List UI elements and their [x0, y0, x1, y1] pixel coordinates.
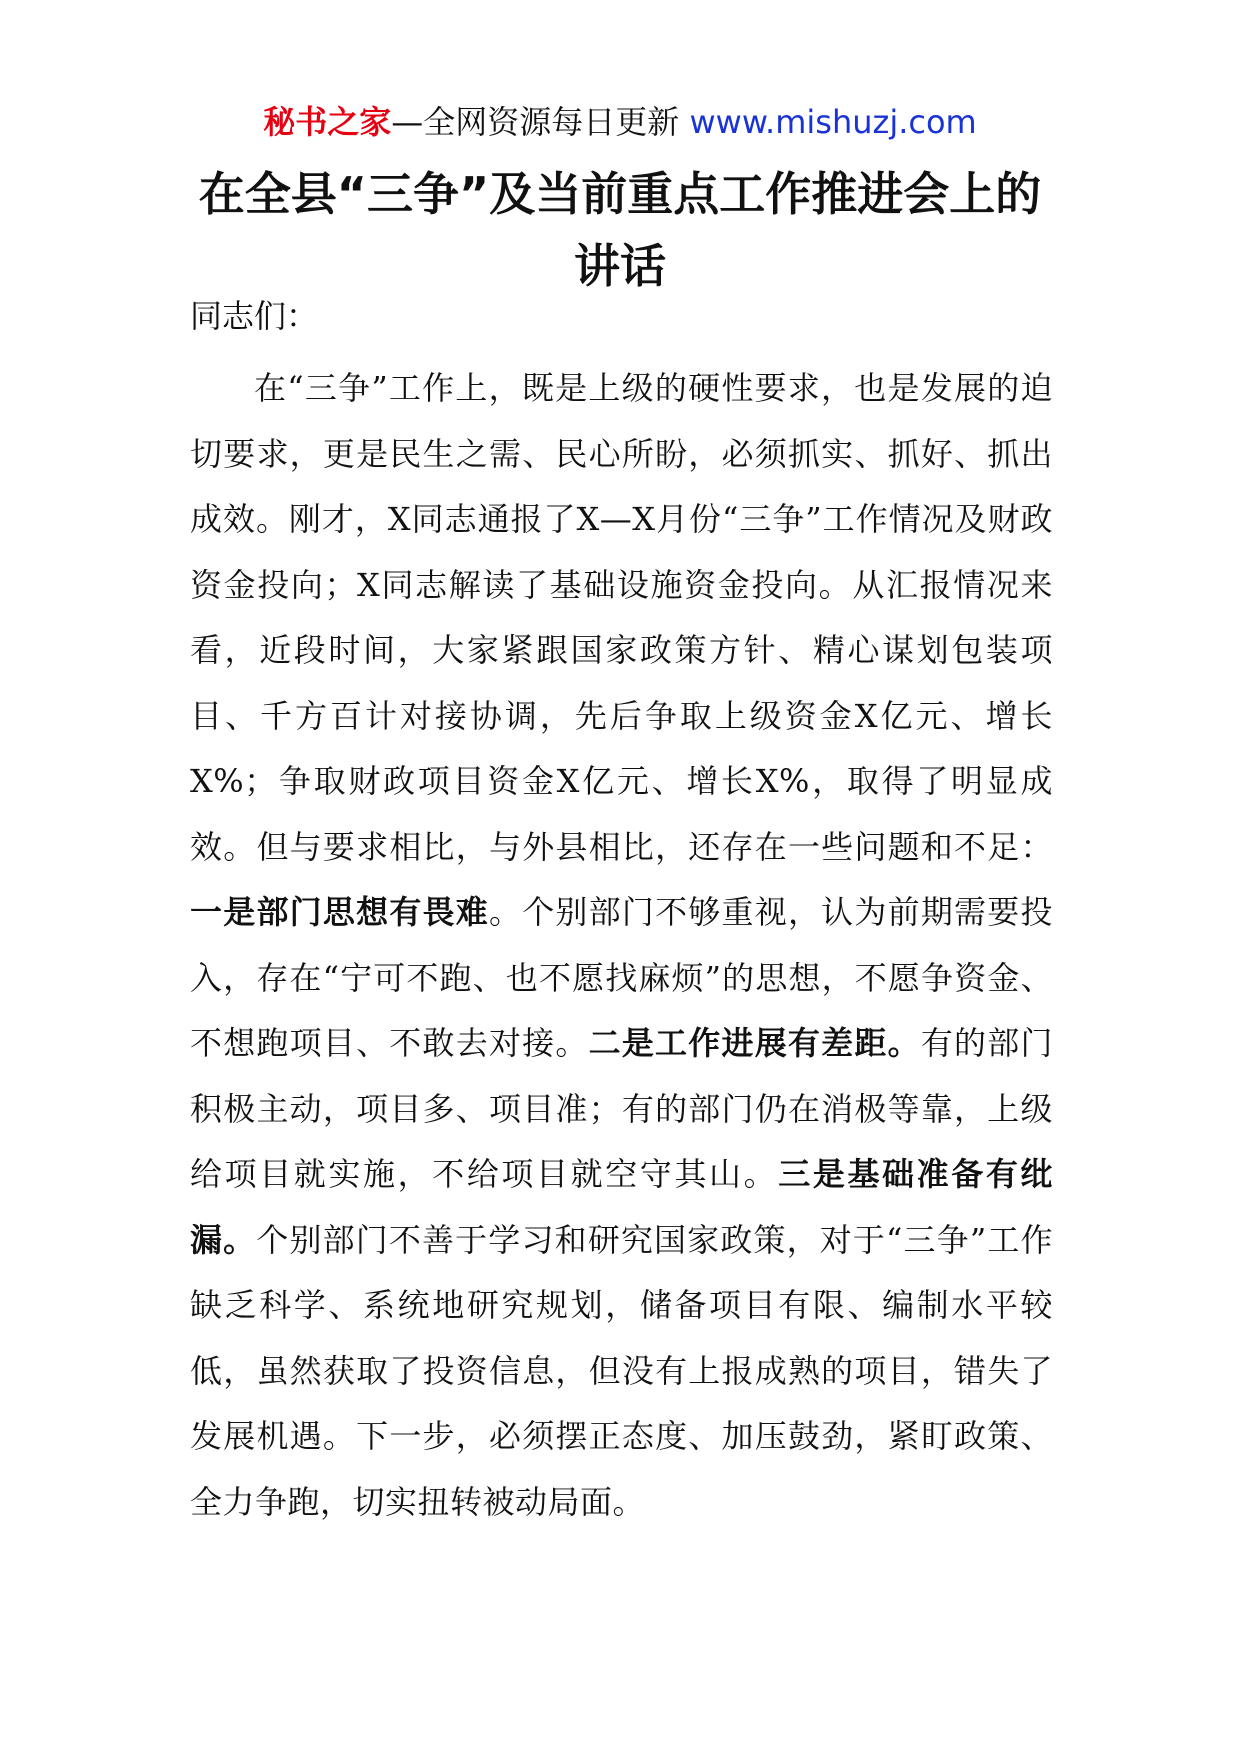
- brand-name: 秘书之家: [263, 103, 392, 141]
- header-tagline: —全网资源每日更新: [391, 103, 680, 141]
- site-url-link[interactable]: www.mishuzj.com: [689, 103, 977, 141]
- salutation: 同志们：: [190, 297, 319, 335]
- point-one-heading: 一是部门思想有畏难: [190, 893, 489, 931]
- point-one-text: 。个别部门不够重视，认为前期需要投入，存在“宁可不跑、也不愿找麻烦”的思想，不愿争资金、不想跑项目、不敢去对接。: [190, 893, 1053, 1062]
- document-title: 在全县“三争”及当前重点工作推进会上的讲话: [198, 167, 1042, 293]
- point-three-heading: 三是基础准备有纰漏。: [190, 1155, 1053, 1259]
- point-three-text: 个别部门不善于学习和研究国家政策，对于“三争”工作缺乏科学、系统地研究规划，储备项目有限、编制水平较低，虽然获取了投资信息，但没有上报成熟的项目，错失了发展机遇。下一步，必须摆正态度、加压鼓劲，紧盯政策、全力争跑，切实扭转被动局面。: [190, 1220, 1053, 1521]
- body-paragraph: [190, 356, 1053, 1535]
- paragraph-intro: 在“三争”工作上，既是上级的硬性要求，也是发展的迫切要求，更是民生之需、民心所盼，必须抓实、抓好、抓出成效。刚才，X同志通报了X—X月份“三争”工作情况及财政资金投向；X同志解读了基础设施资金投向。从汇报情况来看，近段时间，大家紧跟国家政策方针、精心谋划包装项目、千方百计对接协调，先后争取上级资金X亿元、增长X%；争取财政项目资金X亿元、增长X%，取得了明显成效。但与要求相比，与外县相比，还存在一些问题和不足：: [190, 369, 1053, 866]
- point-two-text: 有的部门积极主动，项目多、项目准；有的部门仍在消极等靠，上级给项目就实施，不给项目就空守其山。: [190, 1024, 1053, 1193]
- site-header: [0, 100, 1240, 144]
- point-two-heading: 二是工作进展有差距。: [588, 1024, 921, 1062]
